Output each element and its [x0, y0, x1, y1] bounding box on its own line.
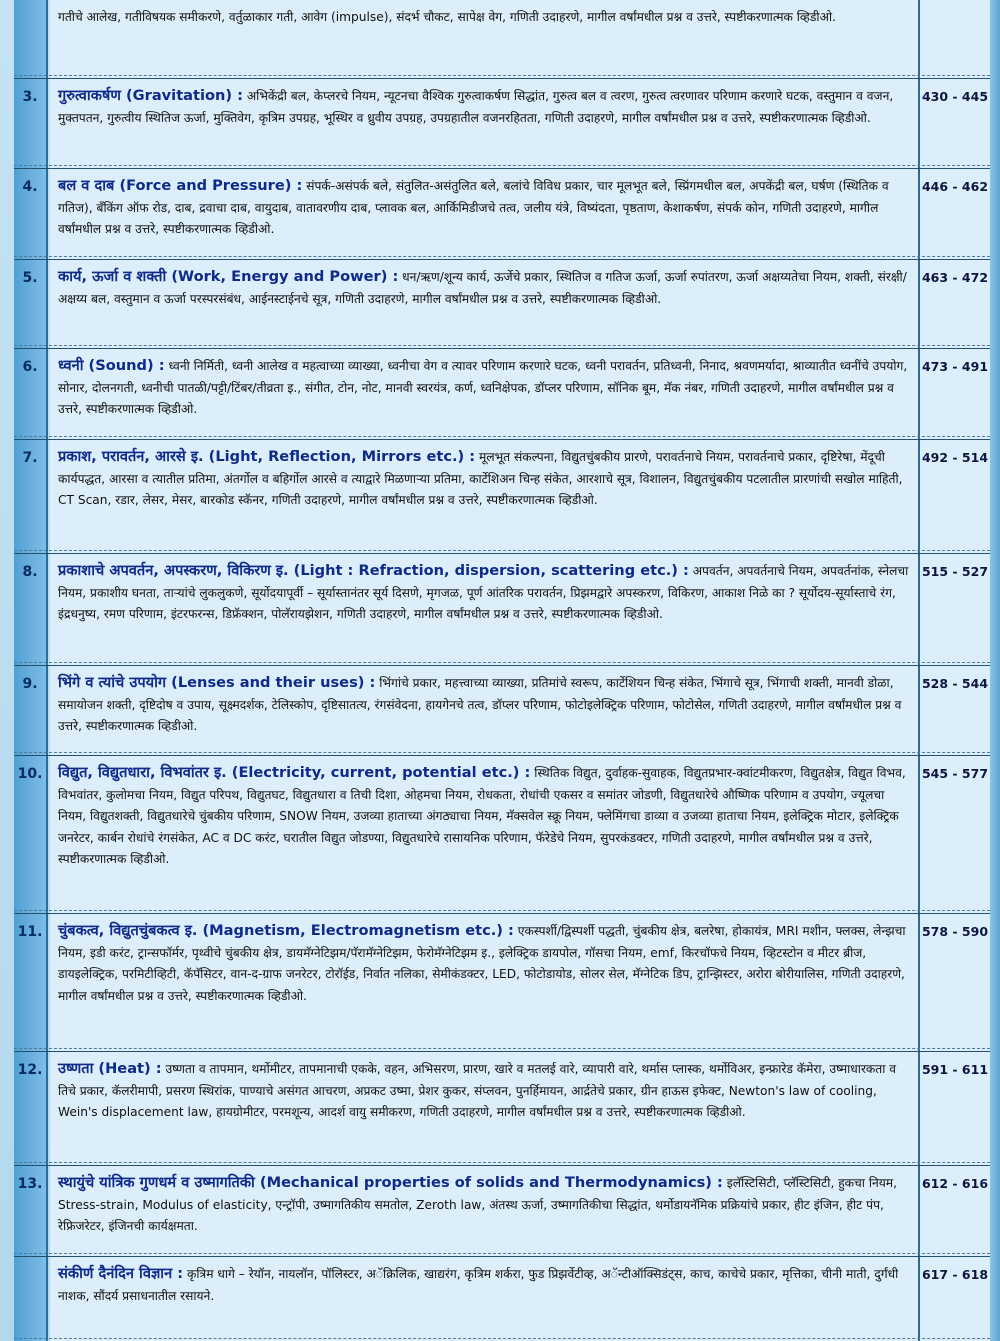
contents-row-6 — [14, 348, 990, 439]
chapter-content — [50, 169, 918, 259]
chapter-content — [50, 1052, 918, 1165]
chapter-content — [50, 260, 918, 348]
chapter-topics: संपर्क-असंपर्क बले, संतुलित-असंतुलित बले, बलांचे विविध प्रकार, चार मूलभूत बले, स्प्रिंगमधील बल, अपकेंद्री बल, घर्षण (स्थितिक व गतिज), बँकिंग ऑफ रोड, दाब, द्रवाचा दाब, वायुदाब, वातावरणीय दाब, प्लावक बल, आर्किमिडीजचे तत्व, जलीय यंत्रे, विष्यंदता, पृष्ठताण, केशाकर्षण, संपर्क कोन, गणिती उदाहरणे, मागील वर्षांमधील प्रश्न व उत्तरे, स्पष्टीकरणात्मक व्हिडीओ. — [58, 179, 889, 237]
chapter-number: 9. — [14, 666, 48, 755]
chapter-number — [14, 0, 48, 78]
chapter-content — [50, 349, 918, 439]
chapter-topics: धन/ऋण/शून्य कार्य, ऊर्जेचे प्रकार, स्थितिज व गतिज ऊर्जा, ऊर्जा रुपांतरण, ऊर्जा अक्षय्यतेचा नियम, शक्ती, संरक्षी/अक्षय्य बल, वस्तुमान व ऊर्जा परस्परसंबंध, आईनस्टाईनचे सूत्र, गणिती उदाहरणे, मागील वर्षांमधील प्रश्न व उत्तरे, स्पष्टीकरणात्मक व्हिडीओ. — [58, 270, 907, 306]
chapter-number: 6. — [14, 349, 48, 439]
contents-row-misc — [14, 1256, 990, 1341]
chapter-number: 11. — [14, 914, 48, 1051]
chapter-topics: ध्वनी निर्मिती, ध्वनी आलेख व महत्वाच्या व्याख्या, ध्वनीचा वेग व त्यावर परिणाम करणारे घटक, ध्वनी परावर्तन, प्रतिध्वनी, निनाद, श्रवणमर्यादा, श्राव्यातीत ध्वनींचे उपयोग, सोनार, दोलनगती, ध्वनीची पातळी/पट्टी/टिंबर/तीव्रता इ., संगीत, टोन, नोट, मानवी स्वरयंत्र, कर्ण, ध्वनिक्षेपक, डॉप्लर परिणाम, सॉनिक बूम, मॅक नंबर, गणिती उदाहरणे, मागील वर्षांमधील प्रश्न व उत्तरे, स्पष्टीकरणात्मक व्हिडीओ. — [58, 359, 908, 417]
chapter-content — [50, 1166, 918, 1256]
chapter-content — [50, 756, 918, 913]
chapter-title: चुंबकत्व, विद्युतचुंबकत्व इ. (Magnetism, Electromagnetism etc.) : — [58, 922, 514, 939]
contents-row-12 — [14, 1051, 990, 1165]
contents-row-10 — [14, 755, 990, 913]
chapter-topics: अभिकेंद्री बल, केप्लरचे नियम, न्यूटनचा वैश्विक गुरुत्वाकर्षण सिद्धांत, गुरुत्व बल व त्वरण, गुरुत्व त्वरणावर परिणाम करणारे घटक, वस्तुमान व वजन, मुक्तपतन, गुरुत्वीय स्थितिज ऊर्जा, मुक्तिवेग, कृत्रिम उपग्रह, भूस्थिर व ध्रुवीय उपग्रह, उपग्रहातील वजनरहितता, गणिती उदाहरणे, मागील वर्षांमधील प्रश्न व उत्तरे, स्पष्टीकरणात्मक व्हिडीओ. — [58, 89, 894, 125]
chapter-topics: स्थितिक विद्युत, दुर्वाहक-सुवाहक, विद्युतप्रभार-क्वांटमीकरण, विद्युतक्षेत्र, विद्युत विभव, विभवांतर, कुलोमचा नियम, विद्युत परिपथ, विद्युतघट, विद्युतधारा व तिची दिशा, ओहमचा नियम, रोधकता, रोधांची एकसर व समांतर जोडणी, विद्युतधारेचे औष्णिक परिणाम व उपयोग, ज्यूलचा नियम, विद्युतशक्ती, विद्युतधारेचे चुंबकीय परिणाम, SNOW नियम, उजव्या हाताच्या अंगठ्याचा नियम, मॅक्सवेल स्क्रू नियम, फ्लेमिंगचा डाव्या व उजव्या हाताचा नियम, इलेक्ट्रिक मोटार, इलेक्ट्रिक जनरेटर, कार्बन रोधांचे रंगसंकेत, AC व DC करंट, घरातील विद्युत जोडण्या, विद्युतधारेचे रासायनिक परिणाम, फॅरेडेचे नियम, सुपरकंडक्टर, गणिती उदाहरणे, मागील वर्षांमधील प्रश्न व उत्तरे, स्पष्टीकरणात्मक व्हिडीओ. — [58, 766, 906, 867]
page-range: 578 - 590 — [918, 914, 990, 1051]
page-range: 446 - 462 — [918, 169, 990, 259]
chapter-content — [50, 440, 918, 553]
chapter-title: स्थायुंचे यांत्रिक गुणधर्म व उष्मागतिकी (Mechanical properties of solids and Thermodynamics) : — [58, 1174, 723, 1191]
page-range: 612 - 616 — [918, 1166, 990, 1256]
contents-row-11 — [14, 913, 990, 1051]
chapter-title: प्रकाशाचे अपवर्तन, अपस्करण, विकिरण इ. (Light : Refraction, dispersion, scattering etc.) : — [58, 562, 689, 579]
chapter-topics: कृत्रिम धागे – रेयॉन, नायलॉन, पॉलिस्टर, अॅक्रिलिक, खाद्यरंग, कृत्रिम शर्करा, फुड प्रिझर्वेटीव्ह, अॅन्टीऑक्सिडंट्स, काच, काचेचे प्रकार, मृत्तिका, चीनी माती, दुर्गंधी नाशक, सौंदर्य प्रसाधनातील रसायने. — [58, 1267, 899, 1303]
chapter-content — [50, 666, 918, 755]
chapter-title: विद्युत, विद्युतधारा, विभवांतर इ. (Electricity, current, potential etc.) : — [58, 764, 531, 781]
contents-row-8 — [14, 553, 990, 665]
contents-row-5 — [14, 259, 990, 348]
page-border — [990, 0, 1000, 1341]
chapter-number: 5. — [14, 260, 48, 348]
chapter-number: 12. — [14, 1052, 48, 1165]
page-range: 473 - 491 — [918, 349, 990, 439]
chapter-title: संकीर्ण दैनंदिन विज्ञान : — [58, 1265, 184, 1282]
page-range — [918, 0, 990, 78]
contents-row-7 — [14, 439, 990, 553]
contents-row-3 — [14, 78, 990, 168]
chapter-number — [14, 1257, 48, 1341]
chapter-content — [50, 79, 918, 168]
contents-row-13 — [14, 1165, 990, 1256]
chapter-topics: मूलभूत संकल्पना, विद्युतचुंबकीय प्रारणे, परावर्तनाचे नियम, परावर्तनाचे प्रकार, दृष्टिरेषा, मेंदूची कार्यपद्धत, आरसा व त्यातील प्रतिमा, अंतर्गोल व बहिर्गोल आरसे व त्याद्वारे मिळणाऱ्या प्रतिमा, कार्टेशिअन चिन्ह संकेत, आरशाचे सूत्र, विशालन, विद्युतचुंबकीय पटलातील प्रारणांची सखोल माहिती, CT Scan, रडार, लेसर, मेसर, बारकोड स्कॅनर, गणिती उदाहरणे, मागील वर्षांमधील प्रश्न व उत्तरे, स्पष्टीकरणात्मक व्हिडीओ. — [58, 450, 903, 508]
chapter-topics: इलॅस्टिसिटी, प्लॅस्टिसिटी, हुकचा नियम, Stress-strain, Modulus of elasticity, एन्ट्रॉपी, उष्मागतिकीय समतोल, Zeroth law, अंतस्थ ऊर्जा, उष्मागतिकीचा सिद्धांत, थर्मोडायनॅमिक प्रक्रियांचे प्रकार, हीट इंजिन, हीट पंप, रेफ्रिजरेटर, इंजिनची कार्यक्षमता. — [58, 1176, 897, 1234]
contents-row-continued — [14, 0, 990, 78]
contents-row-4 — [14, 168, 990, 259]
chapter-title: ध्वनी (Sound) : — [58, 357, 165, 374]
chapter-topics: भिंगांचे प्रकार, महत्त्वाच्या व्याख्या, प्रतिमांचे स्वरूप, कार्टेशियन चिन्ह संकेत, भिंगाचे सूत्र, भिंगाची शक्ती, मानवी डोळा, समायोजन शक्ती, दृष्टिदोष व उपाय, सूक्ष्मदर्शक, टेलिस्कोप, दृष्टिसातत्य, रंगसंवेदना, हायगेनचे तत्व, डॉप्लर परिणाम, फोटोइलेक्ट्रिक परिणाम, फोटोसेल, गणिती उदाहरणे, मागील वर्षांमधील प्रश्न व उत्तरे, स्पष्टीकरणात्मक व्हिडीओ. — [58, 676, 902, 734]
chapter-content — [50, 554, 918, 665]
chapter-title: गुरुत्वाकर्षण (Gravitation) : — [58, 87, 243, 104]
chapter-number: 10. — [14, 756, 48, 913]
chapter-content — [50, 914, 918, 1051]
chapter-topics: गतीचे आलेख, गतीविषयक समीकरणे, वर्तुळाकार गती, आवेग (impulse), संदर्भ चौकट, सापेक्ष वेग, गणिती उदाहरणे, मागील वर्षांमधील प्रश्न व उत्तरे, स्पष्टीकरणात्मक व्हिडीओ. — [58, 10, 836, 24]
page-range: 492 - 514 — [918, 440, 990, 553]
page-range: 528 - 544 — [918, 666, 990, 755]
chapter-title: उष्णता (Heat) : — [58, 1060, 162, 1077]
chapter-number: 8. — [14, 554, 48, 665]
page-range: 515 - 527 — [918, 554, 990, 665]
page-range: 545 - 577 — [918, 756, 990, 913]
chapter-topics: एकस्पर्शी/द्विस्पर्शी पद्धती, चुंबकीय क्षेत्र, बलरेषा, होकायंत्र, MRI मशीन, फ्लक्स, लेन्झचा नियम, इडी करंट, ट्रान्सफॉर्मर, पृथ्वीचे चुंबकीय क्षेत्र, डायमॅग्नेटिझम/पॅरामॅग्नेटिझम, फेरोमॅग्नेटिझम इ., इलेक्ट्रिक डायपोल, गॉसचा नियम, emf, किरचॉफचे नियम, व्हिटस्टोन व मीटर ब्रीज, डायइलेक्ट्रिक, परमिटीव्हिटी, कॅपॅसिटर, वान-द-ग्राफ जनरेटर, टोरॉईड, निर्वात नलिका, सेमीकंडक्टर, LED, फोटोडायोड, सोलर सेल, मॅग्नेटिक डिप, ट्रान्झिस्टर, अरोरा बोरीयालिस, गणिती उदाहरणे, मागील वर्षांमधील प्रश्न व उत्तरे, स्पष्टीकरणात्मक व्हिडीओ. — [58, 924, 906, 1003]
contents-row-9 — [14, 665, 990, 755]
chapter-number: 3. — [14, 79, 48, 168]
chapter-content — [50, 1257, 918, 1341]
chapter-topics: उष्णता व तापमान, थर्मोमीटर, तापमानाची एकके, वहन, अभिसरण, प्रारण, खारे व मतलई वारे, व्यापारी वारे, थर्मास प्लास्क, थर्मोविअर, इन्फ्रारेड कॅमेरा, उष्माधारकता व तिचे प्रकार, कॅलरीमापी, प्रसरण स्थिरांक, पाण्याचे असंगत आचरण, अप्रकट उष्मा, प्रेशर कुकर, संप्लवन, पुनर्हिमायन, आर्द्रतेचे प्रकार, ग्रीन हाऊस इफेक्ट, Newton's law of cooling, Wein's displacement law, हायग्रोमीटर, परमशून्य, आदर्श वायु समीकरण, गणिती उदाहरणे, मागील वर्षांमधील प्रश्न व उत्तरे, स्पष्टीकरणात्मक व्हिडीओ. — [58, 1062, 897, 1120]
page-range: 591 - 611 — [918, 1052, 990, 1165]
page-range: 463 - 472 — [918, 260, 990, 348]
chapter-content — [50, 0, 918, 78]
chapter-number: 4. — [14, 169, 48, 259]
chapter-title: बल व दाब (Force and Pressure) : — [58, 177, 303, 194]
chapter-title: कार्य, ऊर्जा व शक्ती (Work, Energy and Power) : — [58, 268, 399, 285]
chapter-title: भिंगे व त्यांचे उपयोग (Lenses and their uses) : — [58, 674, 376, 691]
chapter-title: प्रकाश, परावर्तन, आरसे इ. (Light, Reflection, Mirrors etc.) : — [58, 448, 476, 465]
chapter-topics: अपवर्तन, अपवर्तनाचे नियम, अपवर्तनांक, स्नेलचा नियम, प्रकाशीय घनता, ताऱ्यांचे लुकलुकणे, सूर्योदयापूर्वी – सूर्यास्तानंतर सूर्य दिसणे, मृगजळ, पूर्ण आंतरिक परावर्तन, प्रिझमद्वारे अपस्करण, विकिरण, आकाश निळे का ? सूर्योदय-सूर्यास्ताचे रंग, इंद्रधनुष्य, रमण परिणाम, इंटरफरन्स, डिफ्रॅक्शन, पोलॅरायझेशन, गणिती उदाहरणे, मागील वर्षांमधील प्रश्न व उत्तरे, स्पष्टीकरणात्मक व्हिडीओ. — [58, 564, 909, 622]
page-range: 617 - 618 — [918, 1257, 990, 1341]
chapter-number: 13. — [14, 1166, 48, 1256]
chapter-number: 7. — [14, 440, 48, 553]
page-range: 430 - 445 — [918, 79, 990, 168]
